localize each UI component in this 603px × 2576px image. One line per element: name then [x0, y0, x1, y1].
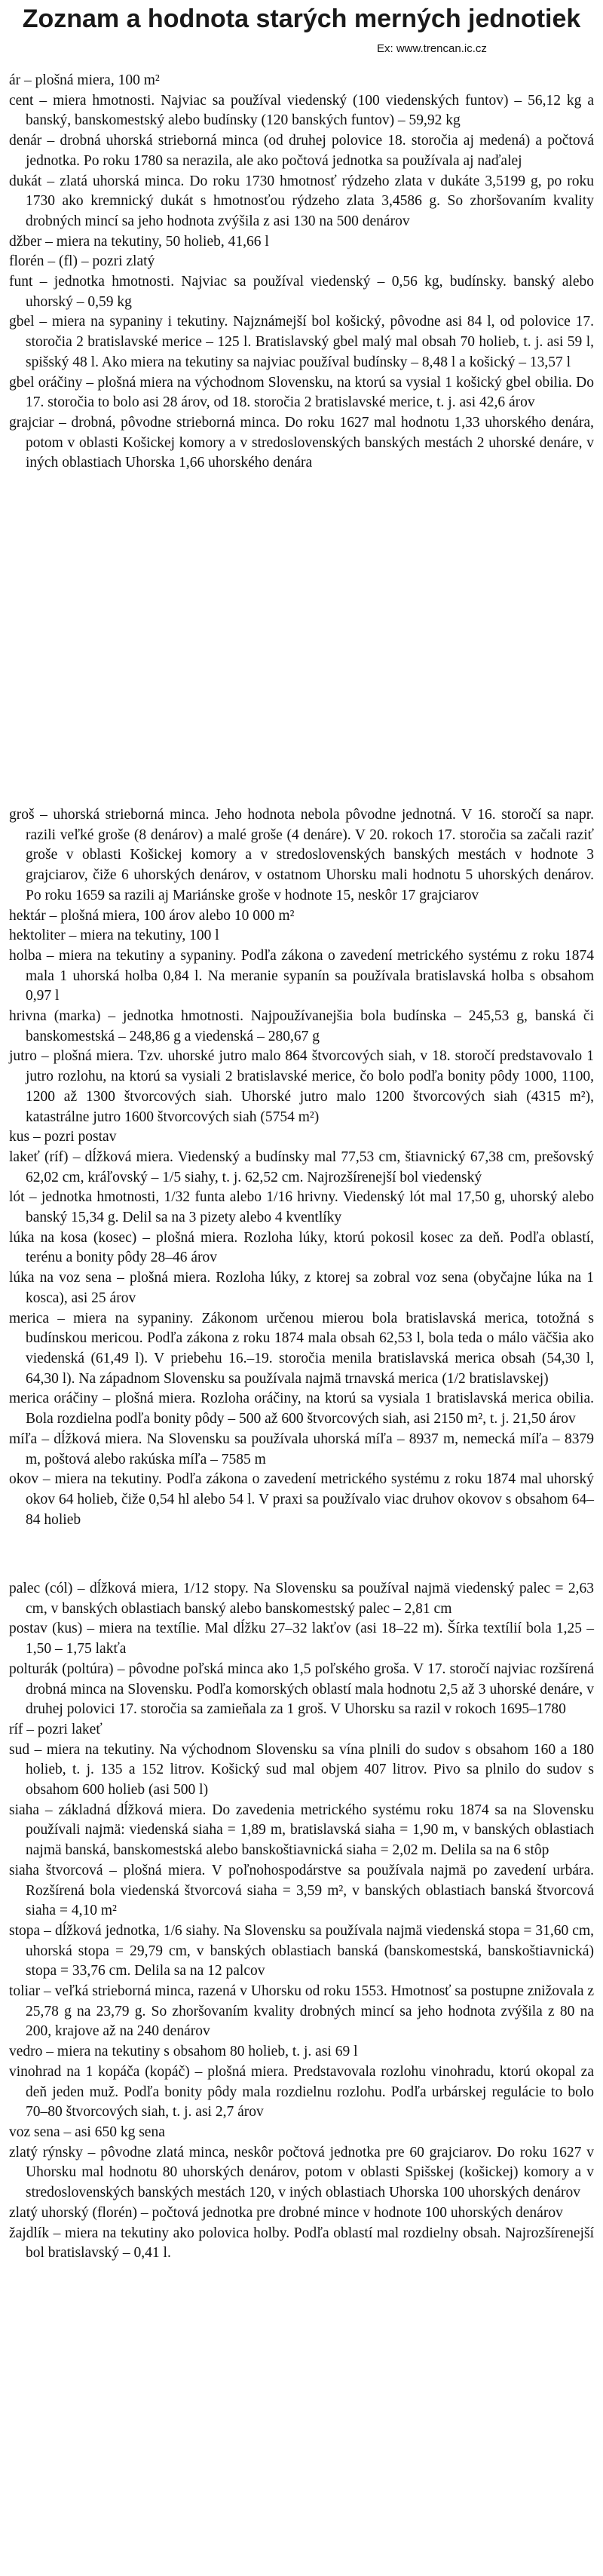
glossary-entry: lakeť (ríf) – dĺžková miera. Viedenský a budínsky mal 77,53 cm, štiavnický 67,38 cm, prešovský 62,02 cm, kráľovský – 1/5 siahy, t. j. 62,52 cm. Najrozšírenejší bol viedenský: [9, 1148, 594, 1185]
glossary-entry: palec (cól) – dĺžková miera, 1/12 stopy. Na Slovensku sa používal najmä viedenský palec = 2,63 cm, v banských oblastiach banský alebo banskomestský palec – 2,81 cm: [9, 1581, 594, 1617]
glossary-entry: grajciar – drobná, pôvodne strieborná minca. Do roku 1627 mal hodnotu 1,33 uhorského denára, potom v oblasti Košickej komory a v stredoslovenských banských mestách 2 uhorské denáre, v iných oblastiach Uhorska 1,66 uhorského denára: [9, 414, 594, 471]
glossary-entry: denár – drobná uhorská strieborná minca (od druhej polovice 18. storočia aj medená) a počtová jednotka. Po roku 1780 sa nerazila, ale ako počtová jednotka sa používala aj naďalej: [9, 133, 594, 169]
glossary-entry: siaha štvorcová – plošná miera. V poľnohospodárstve sa používala najmä po zavedení urbára. Rozšírená bola viedenská štvorcová siaha = 3,59 m², v banských oblastiach banská štvorcová siaha = 4,10 m²: [9, 1862, 594, 1919]
glossary-entry: hektár – plošná miera, 100 árov alebo 10 000 m²: [9, 907, 295, 924]
glossary-entry: vedro – miera na tekutiny s obsahom 80 holieb, t. j. asi 69 l: [9, 2044, 358, 2060]
glossary-entry: míľa – dĺžková miera. Na Slovensku sa používala uhorská míľa – 8937 m, nemecká míľa – 8379 m, poštová alebo rakúska míľa – 7585 m: [9, 1431, 594, 1467]
glossary-entry: funt – jednotka hmotnosti. Najviac sa používal viedenský – 0,56 kg, budínsky. banský alebo uhorský – 0,59 kg: [9, 274, 594, 310]
glossary-entry: vinohrad na 1 kopáča (kopáč) – plošná miera. Predstavovala rozlohu vinohradu, ktorú okopal za deň jeden muž. Podľa bonity pôdy mala rozdielnu rozlohu. Podľa urbárskej regulácie to bolo 70–80 štvorcových siah, t. j. asi 2,7 árov: [9, 2063, 594, 2121]
glossary-entry: toliar – veľká strieborná minca, razená v Uhorsku od roku 1553. Hmotnosť sa postupne znižovala z 25,78 g na 23,79 g. So zhoršovaním kvality drobných mincí sa jeho hodnota zvýšila z 80 na 200, krajove až na 240 denárov: [9, 1983, 595, 2040]
glossary-entry: lúka na kosa (kosec) – plošná miera. Rozloha lúky, ktorú pokosil kosec za deň. Podľa oblastí, terénu a bonity pôdy 28–46 árov: [9, 1229, 594, 1266]
entries-block-3: [9, 1579, 594, 2264]
glossary-entry: džber – miera na tekutiny, 50 holieb, 41,66 l: [9, 233, 269, 250]
glossary-entry: okov – miera na tekutiny. Podľa zákona o zavedení metrického systému z roku 1874 mal uhorský okov 64 holieb, čiže 0,54 hl alebo 54 l. V praxi sa používalo viac druhov okovov s obsahom 64–84 holieb: [9, 1471, 594, 1528]
glossary-entry: stopa – dĺžková jednotka, 1/6 siahy. Na Slovensku sa používala najmä viedenská stopa = 31,60 cm, uhorská stopa = 29,79 cm, v banských oblastiach banská (banskomestská, banskoštiavnická) stopa = 33,76 cm. Delila sa na 12 palcov: [9, 1922, 594, 1980]
glossary-entry: merica oráčiny – plošná miera. Rozloha oráčiny, na ktorú sa vysiala 1 bratislavská merica obilia. Bola rozdielna podľa bonity pôdy – 500 až 600 štvorcových siah, asi 2150 m², t. j. 21,50 árov: [9, 1391, 594, 1428]
glossary-entry: postav (kus) – miera na textílie. Mal dĺžku 27–32 lakťov (asi 18–22 m). Šírka textílií bola 1,25 – 1,50 – 1,75 lakťa: [9, 1621, 594, 1658]
glossary-entry: florén – (fl) – pozri zlatý: [9, 253, 155, 270]
glossary-entry: siaha – základná dĺžková miera. Do zavedenia metrického systému roku 1874 sa na Slovensku používali najmä: viedenská siaha = 1,89 m, bratislavská siaha = 1,90 m, v banských oblastiach najmä banská, banskomestská alebo banskoštiavnická siaha = 2,02 m. Delila sa na 6 stôp: [9, 1802, 594, 1859]
glossary-entry: hrivna (marka) – jednotka hmotnosti. Najpoužívanejšia bola budínska – 245,53 g, banská či banskomestská – 248,86 g a viedenská – 280,67 g: [9, 1008, 594, 1044]
glossary-entry: groš – uhorská strieborná minca. Jeho hodnota nebola pôvodne jednotná. V 16. storočí sa napr. razili veľké groše (8 denárov) a malé groše (4 denáre). V 20. rokoch 17. storočia sa začali raziť groše v oblasti Košickej komory a v stredoslovenských banských mestách v hodnote 3 grajciarov, čiže 6 uhorských denárov, v ostatnom Uhorsku mali hodnotu 5 uhorských denárov. Po roku 1659 sa razili aj Mariánske groše v hodnote 15, neskôr 17 grajciarov: [9, 807, 594, 903]
glossary-entry: voz sena – asi 650 kg sena: [9, 2124, 165, 2140]
glossary-entry: gbel oráčiny – plošná miera na východnom Slovensku, na ktorú sa vysial 1 košický gbel obilia. Do 17. storočia to bolo asi 28 árov, od 18. storočia 2 bratislavské merice, t. j. asi 42,6 árov: [9, 374, 594, 411]
glossary-entry: jutro – plošná miera. Tzv. uhorské jutro malo 864 štvorcových siah, v 18. storočí predstavovalo 1 jutro rozlohu, na ktorú sa vysiali 2 bratislavské merice, čo bolo podľa bonity pôdy 1000, 1100, 1200 až 1300 štvorcových siah. Uhorské jutro malo 1200 štvorcových siah (4315 m²), katastrálne jutro 1600 štvorcových siah (5754 m²): [9, 1048, 594, 1125]
glossary-entry: ríf – pozri lakeť: [9, 1721, 103, 1737]
glossary-entry: polturák (poltúra) – pôvodne poľská minca ako 1,5 poľského groša. V 17. storočí najviac rozšírená drobná minca na Slovensku. Podľa komorských oblastí mala hodnotu 2,5 až 3 uhorské denáre, v druhej polovici 17. storočia sa zamieňala za 1 groš. V Uhorsku sa razil v rokoch 1695–1780: [9, 1661, 594, 1718]
glossary-entry: lót – jednotka hmotnosti, 1/32 funta alebo 1/16 hrivny. Viedenský lót mal 17,50 g, uhorský alebo banský 15,34 g. Delil sa na 3 pizety alebo 4 kventlíky: [9, 1189, 594, 1226]
glossary-entry: zlatý rýnsky – pôvodne zlatá minca, neskôr počtová jednotka pre 60 grajciarov. Do roku 1627 v Uhorsku mal hodnotu 80 uhorských denárov, potom v oblasti Spišskej (košickej) komory a v stredoslovenských banských mestách 120, v iných oblastiach Uhorska 100 uhorských denárov: [9, 2144, 594, 2201]
glossary-entry: merica – miera na sypaniny. Zákonom určenou mierou bola bratislavská merica, totožná s budínskou mericou. Podľa zákona z roku 1874 mala obsah 62,53 l, bola teda o málo väčšia ako viedenská (61,49 l). V priebehu 16.–19. storočia menila bratislavská merica obsah (54,30 l, 64,30 l). Na západnom Slovensku sa používala najmä trnavská merica (1/2 bratislavskej): [9, 1310, 594, 1387]
glossary-entry: dukát – zlatá uhorská minca. Do roku 1730 hmotnosť rýdzeho zlata v dukáte 3,5199 g, po roku 1730 ako kremnický dukát s hmotnosťou rýdzeho zlata 3,4586 g. So zhoršovaním kvality drobných mincí sa jeho hodnota zvýšila z asi 130 na 500 denárov: [9, 173, 594, 229]
glossary-entry: lúka na voz sena – plošná miera. Rozloha lúky, z ktorej sa zobral voz sena (obyčajne lúka na 1 kosca), asi 25 árov: [9, 1270, 594, 1306]
glossary-entry: cent – miera hmotnosti. Najviac sa používal viedenský (100 viedenských funtov) – 56,12 kg a banský, banskomestský alebo budínsky (120 banských funtov) – 59,92 kg: [9, 92, 594, 129]
glossary-entry: gbel – miera na sypaniny i tekutiny. Najznámejší bol košický, pôvodne asi 84 l, od polovice 17. storočia 2 bratislavské merice – 125 l. Bratislavský gbel malý mal obsah 70 holieb, t. j. asi 59 l, spišský 48 l. Ako miera na tekutiny sa najviac používal budínsky – 8,48 l a košický – 13,57 l: [9, 314, 594, 370]
entries-block-1: [9, 71, 594, 474]
glossary-entry: zlatý uhorský (florén) – počtová jednotka pre drobné mince v hodnote 100 uhorských denárov: [9, 2204, 563, 2221]
entries-block-2: [9, 805, 594, 1530]
glossary-entry: žajdlík – miera na tekutiny ako polovica holby. Podľa oblastí mal rozdielny obsah. Najrozšírenejší bol bratislavský – 0,41 l.: [9, 2225, 594, 2262]
glossary-entry: holba – miera na tekutiny a sypaniny. Podľa zákona o zavedení metrického systému z roku 1874 mala 1 uhorská holba 0,84 l. Na meranie sypanín sa používala bratislavská holba s obsahom 0,97 l: [9, 947, 594, 1004]
glossary-entry: hektoliter – miera na tekutiny, 100 l: [9, 928, 219, 944]
glossary-entry: kus – pozri postav: [9, 1129, 117, 1145]
glossary-entry: sud – miera na tekutiny. Na východnom Slovensku sa vína plnili do sudov s obsahom 160 a 180 holieb, t. j. 135 a 152 litrov. Košický sud mal objem 407 litrov. Pivo sa plnilo do sudov s obsahom 600 holieb (asi 500 l): [9, 1741, 594, 1799]
page-title: Zoznam a hodnota starých merných jednotiek: [22, 5, 581, 33]
glossary-entry: ár – plošná miera, 100 m²: [9, 72, 160, 88]
source-note: Ex: www.trencan.ic.cz: [377, 42, 487, 55]
